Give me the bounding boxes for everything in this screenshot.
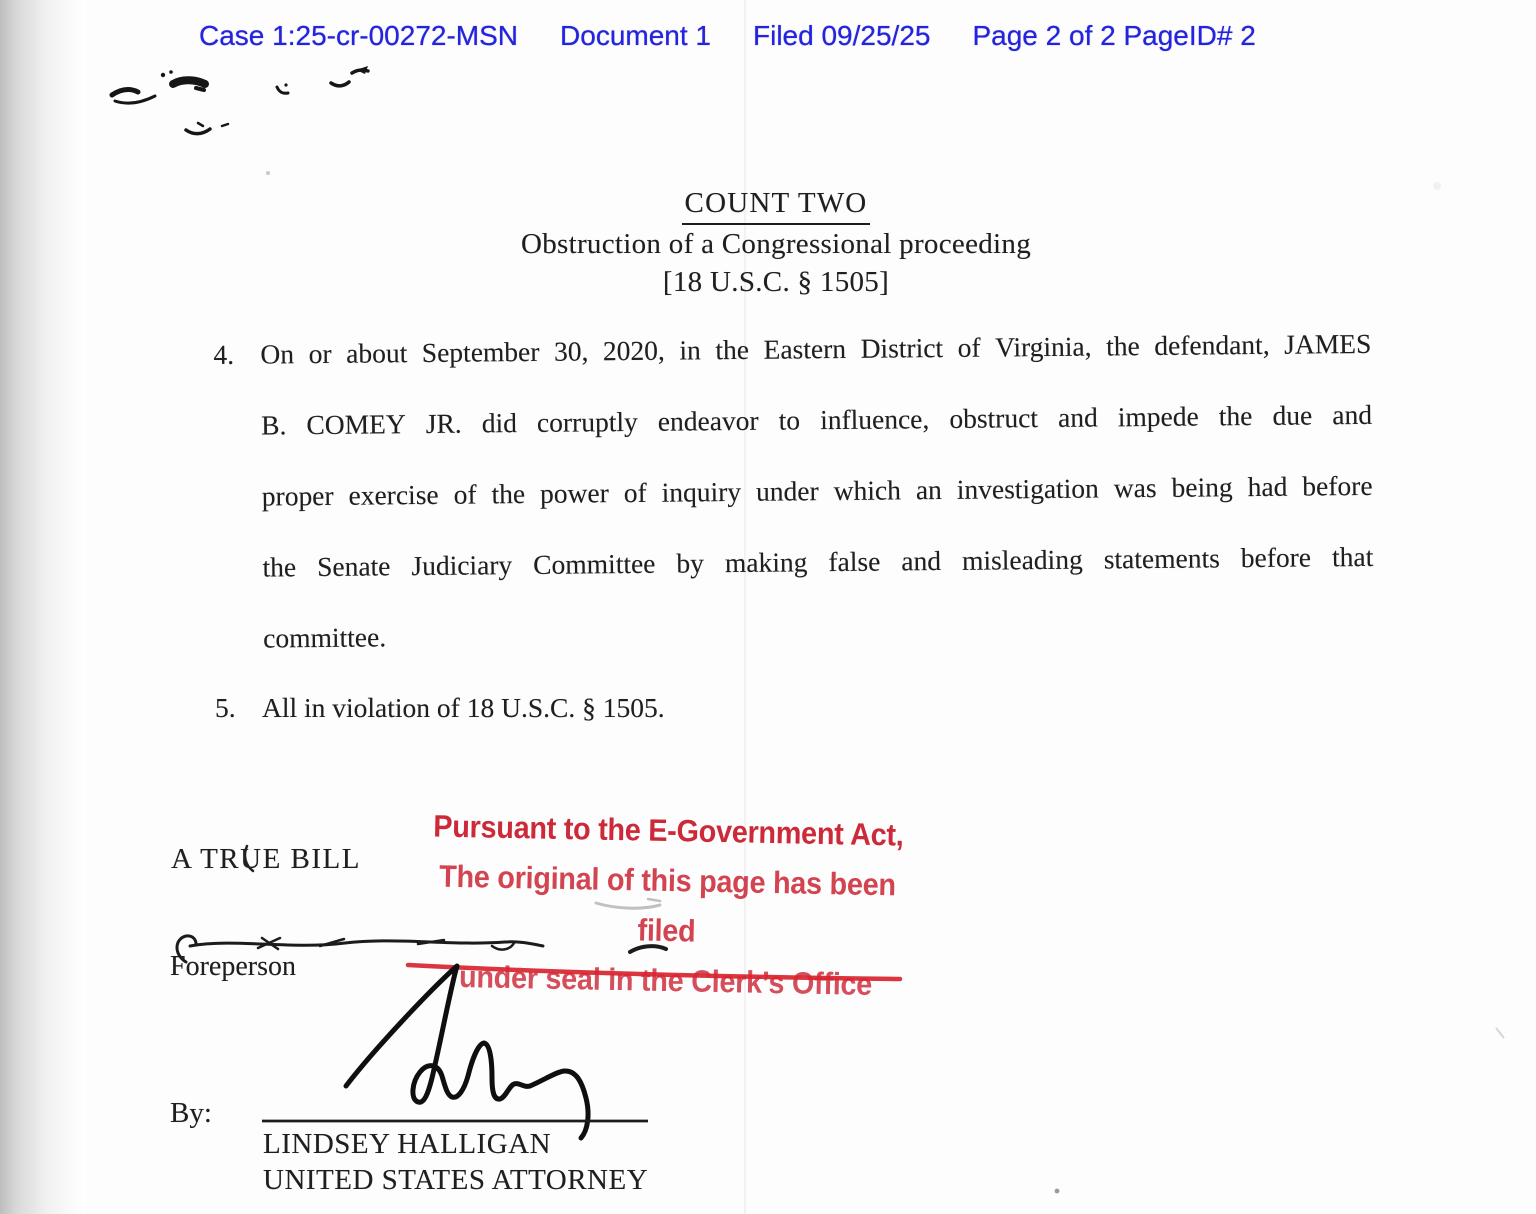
- paragraph-line: B. COMEY JR. did corruptly endeavor to influence, obstruct and impede the due and: [260, 398, 1373, 441]
- count-subtitle: Obstruction of a Congressional proceeding: [520, 228, 1031, 260]
- paragraph-line: All in violation of 18 U.S.C. § 1505.: [262, 692, 665, 723]
- paragraph-line: proper exercise of the power of inquiry under which an investigation was being had before: [261, 469, 1373, 512]
- ecf-stamp-header: [199, 20, 1256, 52]
- page-id: Page 2 of 2 PageID# 2: [972, 20, 1256, 51]
- paragraph-5: [215, 691, 665, 725]
- scan-edge-shadow: [0, 0, 85, 1214]
- paragraph-number: 4.: [213, 338, 235, 371]
- document-number: Document 1: [560, 20, 711, 51]
- true-bill-label: A TRUE BILL: [171, 843, 361, 875]
- ink-smudge-marks: [112, 66, 368, 134]
- paragraph-number: 5.: [215, 692, 236, 723]
- signer-name: LINDSEY HALLIGAN: [263, 1128, 552, 1160]
- signer-title: UNITED STATES ATTORNEY: [263, 1164, 649, 1196]
- signer-name-block: [263, 1126, 648, 1198]
- paragraph-line: On or about September 30, 2020, in the Eastern District of Virginia, the defendant, JAMES: [260, 327, 1372, 370]
- e-government-act-stamp: [398, 801, 936, 1011]
- paragraph-line: committee.: [263, 621, 387, 654]
- stamp-line: under seal in the Clerk’s Office: [458, 959, 873, 1002]
- by-label: By:: [170, 1097, 212, 1129]
- count-title: COUNT TWO: [682, 184, 871, 225]
- count-heading: [8, 184, 1536, 301]
- paragraph-4: [213, 327, 1374, 693]
- stamp-line: The original of this page has been filed: [438, 858, 897, 949]
- count-statute: [18 U.S.C. § 1505]: [662, 266, 890, 298]
- filed-date: Filed 09/25/25: [753, 20, 931, 51]
- paragraph-line: the Senate Judiciary Committee by making false and misleading statements before that: [262, 540, 1374, 583]
- case-number: Case 1:25-cr-00272-MSN: [199, 20, 519, 51]
- stamp-line: Pursuant to the E-Government Act,: [433, 808, 904, 853]
- foreperson-label: Foreperson: [170, 951, 296, 982]
